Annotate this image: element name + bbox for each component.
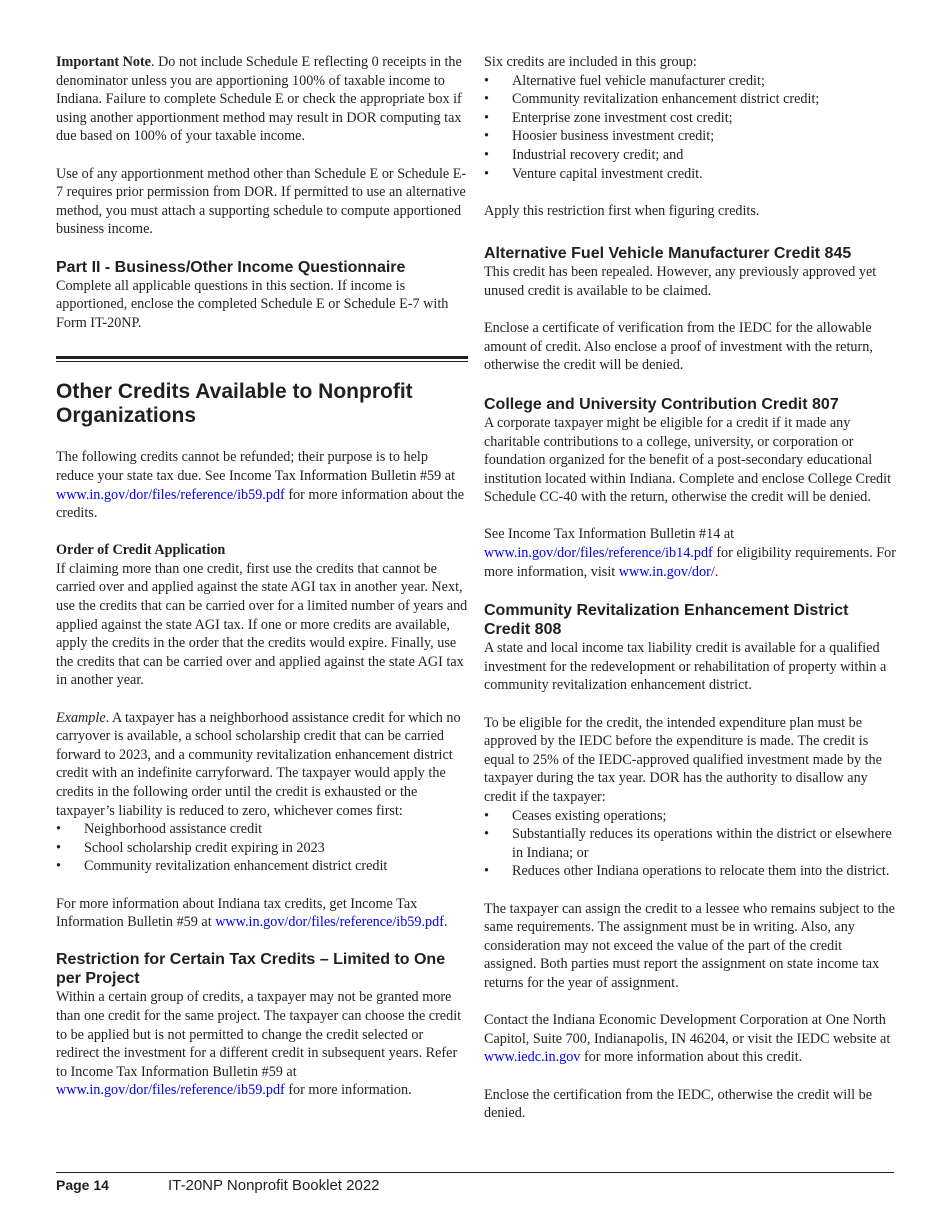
- other-credits-heading: Other Credits Available to Nonprofit Organizations: [56, 380, 413, 428]
- afv-paragraph-2: Enclose a certificate of verification from the IEDC for the allowable amount of credit. Also enclose a proof of investment with the return, otherwise the credit will be denied.: [484, 320, 873, 374]
- list-item: • Alternative fuel vehicle manufacturer credit;: [484, 72, 896, 91]
- dor-link[interactable]: www.in.gov/dor/: [618, 563, 715, 580]
- six-credits-list: [484, 72, 896, 184]
- important-note: [56, 53, 468, 146]
- list-item: • Hoosier business investment credit;: [484, 127, 896, 146]
- cred-contact-text-end: for more information about this credit.: [580, 1049, 803, 1066]
- iedc-link[interactable]: www.iedc.in.gov: [484, 1049, 581, 1066]
- list-item: • Community revitalization enhancement district credit: [56, 857, 468, 876]
- credits-intro-text-end: for more information about the credits.: [56, 486, 465, 522]
- cred-contact-paragraph: [484, 1011, 896, 1067]
- more-info-text-end: .: [443, 914, 448, 931]
- ib59-link[interactable]: www.in.gov/dor/files/reference/ib59.pdf: [56, 1082, 285, 1099]
- more-info-paragraph: [56, 895, 468, 932]
- part2-heading: Part II - Business/Other Income Questionnaire: [56, 258, 406, 276]
- cred-paragraph-3: The taxpayer can assign the credit to a lessee who remains subject to the same requirements. The assignment must be in writing. Also, any consideration may not exceed the value of the part of the credit assigned. Both parties must report the assignment on state income tax returns for the year of assignment.: [484, 900, 895, 991]
- apportion-paragraph: Use of any apportionment method other than Schedule E or Schedule E-7 requires prior permission from DOR. If permitted to use an alternative method, you must attach a supporting schedule to compute apportioned business income.: [56, 165, 467, 238]
- afv-heading: Alternative Fuel Vehicle Manufacturer Credit 845: [484, 245, 852, 263]
- restriction-paragraph: [56, 988, 468, 1100]
- section-divider: [56, 356, 468, 362]
- restriction-heading: Restriction for Certain Tax Credits – Limited to One per Project: [56, 951, 446, 988]
- example-list: [56, 820, 468, 876]
- cred-contact-text: Contact the Indiana Economic Development Corporation at One North Capitol, Suite 700, Indianapolis, IN 46204, or visit the IEDC website at: [484, 1012, 891, 1047]
- college-see-text-mid: for eligibility requirements. For more information, visit: [484, 545, 896, 580]
- college-see-text: See Income Tax Information Bulletin #14 at: [484, 526, 735, 543]
- left-column: [56, 53, 468, 1119]
- list-item: • Community revitalization enhancement district credit;: [484, 90, 896, 109]
- list-item: • Ceases existing operations;: [484, 807, 896, 826]
- part2-paragraph: Complete all applicable questions in this section. If income is apportioned, enclose the completed Schedule E or Schedule E-7 with Form IT-20NP.: [56, 277, 449, 331]
- list-item: • Substantially reduces its operations within the district or elsewhere in Indiana; or: [484, 825, 896, 862]
- cred-paragraph-1: A state and local income tax liability credit is available for a qualified investment for the redevelopment or rehabilitation of property within a community revitalization enhancement district.: [484, 640, 887, 694]
- cred-paragraph-4: Enclose the certification from the IEDC, otherwise the credit will be denied.: [484, 1086, 873, 1122]
- list-item: • Neighborhood assistance credit: [56, 820, 468, 839]
- order-heading: Order of Credit Application: [56, 542, 226, 559]
- ib59-link[interactable]: www.in.gov/dor/files/reference/ib59.pdf: [215, 914, 444, 931]
- cred-list: [484, 807, 896, 881]
- example-text: . A taxpayer has a neighborhood assistance credit for which no carryover is available, a school scholarship credit that can be carried forward to 2023, and a community revitalization enhancement district credit with an indefinite carryforward. The taxpayer would apply the credits in the following order until the credit is exhausted or the taxpayer’s liability is reduced to zero, whichever comes first:: [56, 709, 461, 819]
- college-see-paragraph: [484, 525, 896, 581]
- important-note-label: Important Note: [56, 54, 151, 70]
- order-paragraph: If claiming more than one credit, first use the credits that cannot be carried over and applied against the state AGI tax in another year. Next, use the credits that can be carried over for a limited number of years and applied against the state AGI tax. If one or more credits are available, apply the credits in the order that the credits would expire. Finally, use the credits that can be carried over and applied against the state AGI tax in another year.: [56, 560, 468, 689]
- credits-intro: [56, 448, 468, 522]
- ib59-link[interactable]: www.in.gov/dor/files/reference/ib59.pdf: [56, 486, 285, 503]
- right-column: [484, 53, 896, 1141]
- cred-heading: Community Revitalization Enhancement District Credit 808: [484, 602, 849, 639]
- example-paragraph: [56, 709, 468, 821]
- list-item: • Venture capital investment credit.: [484, 165, 896, 184]
- apply-first-paragraph: Apply this restriction first when figuring credits.: [484, 202, 760, 219]
- booklet-title: IT-20NP Nonprofit Booklet 2022: [168, 1177, 380, 1194]
- college-heading: College and University Contribution Credit 807: [484, 395, 839, 413]
- example-label: Example: [56, 709, 106, 726]
- college-paragraph: A corporate taxpayer might be eligible for a credit if it made any charitable contributions to a college, university, or corporation or foundation organized for the benefit of a post-secondary educational institution located within Indiana. Complete and enclose College Credit Schedule CC-40 with the return, otherwise the credit will be denied.: [484, 414, 892, 506]
- credits-intro-text: The following credits cannot be refunded; their purpose is to help reduce your state tax due. See Income Tax Information Bulletin #59 at: [56, 449, 456, 484]
- list-item: • Industrial recovery credit; and: [484, 146, 896, 165]
- list-item: • Reduces other Indiana operations to relocate them into the district.: [484, 862, 896, 881]
- six-credits-intro: Six credits are included in this group:: [484, 54, 697, 70]
- more-info-text: For more information about Indiana tax credits, get Income Tax Information Bulletin #59 at: [56, 895, 418, 931]
- cred-paragraph-2: To be eligible for the credit, the intended expenditure plan must be approved by the IEDC before the expenditure is made. The credit is equal to 25% of the IEDC-approved qualified investment made by the taxpayer during the tax year. DOR has the authority to disallow any credit if the taxpayer:: [484, 714, 882, 805]
- page-number: Page 14: [56, 1177, 109, 1193]
- restriction-text: Within a certain group of credits, a taxpayer may not be granted more than one credit for the same project. The taxpayer can choose the credit to be applied but is not permitted to change the credit selected or redirect the investment for a different credit in subsequent years. Refer to Income Tax Information Bulletin #59 at: [56, 989, 462, 1080]
- college-see-text-end: .: [714, 563, 719, 580]
- list-item: • Enterprise zone investment cost credit;: [484, 109, 896, 128]
- afv-paragraph-1: This credit has been repealed. However, any previously approved yet unused credit is available to be claimed.: [484, 264, 877, 299]
- ib14-link[interactable]: www.in.gov/dor/files/reference/ib14.pdf: [484, 545, 713, 562]
- important-note-text: . Do not include Schedule E reflecting 0 receipts in the denominator unless you are apportioning 100% of taxable income to Indiana. Failure to complete Schedule E or check the appropriate box if using another apportionment method may result in DOR computing tax due based on 100% of your taxable income.: [56, 54, 462, 145]
- restriction-text-end: for more information.: [284, 1082, 412, 1099]
- footer-rule: [56, 1172, 894, 1173]
- list-item: • School scholarship credit expiring in 2023: [56, 839, 468, 858]
